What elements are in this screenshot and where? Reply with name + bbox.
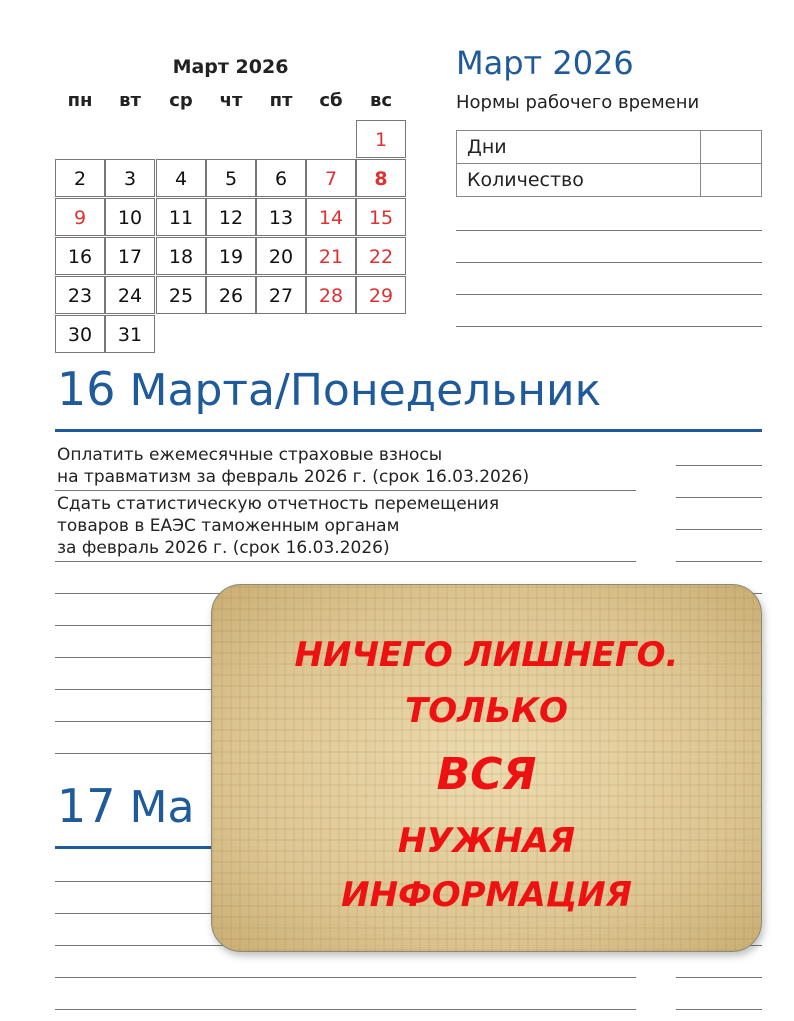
norms-label-count: Количество bbox=[457, 164, 701, 197]
task-item bbox=[57, 444, 529, 488]
calendar-day[interactable]: 13 bbox=[256, 198, 306, 236]
promo-line-4: НУЖНАЯ bbox=[397, 821, 576, 861]
writing-line bbox=[456, 262, 762, 263]
writing-line bbox=[55, 977, 636, 978]
calendar-day[interactable]: 25 bbox=[156, 276, 206, 314]
writing-line bbox=[456, 230, 762, 231]
calendar-day[interactable]: 11 bbox=[156, 198, 206, 236]
calendar-day[interactable]: 10 bbox=[105, 198, 155, 236]
task-separator bbox=[55, 490, 636, 491]
calendar-day[interactable]: 30 bbox=[55, 315, 105, 353]
note-line bbox=[676, 497, 762, 498]
weekday-label: пт bbox=[269, 90, 293, 111]
calendar-day[interactable]: 15 bbox=[356, 198, 406, 236]
calendar-day[interactable]: 5 bbox=[206, 159, 256, 197]
norms-subtitle: Нормы рабочего времени bbox=[456, 92, 700, 113]
calendar-title: Март 2026 bbox=[172, 56, 289, 78]
weekday-label: ср bbox=[169, 90, 193, 111]
task-line: товаров в ЕАЭС таможенным органам bbox=[57, 516, 400, 536]
calendar-day[interactable]: 19 bbox=[206, 237, 256, 275]
calendar-day[interactable]: 27 bbox=[256, 276, 306, 314]
calendar-day[interactable]: 7 bbox=[306, 159, 356, 197]
writing-line bbox=[456, 326, 762, 327]
weekday-label: пн bbox=[67, 90, 93, 111]
note-line bbox=[676, 561, 762, 562]
calendar-day[interactable]: 24 bbox=[105, 276, 155, 314]
calendar-day[interactable]: 3 bbox=[105, 159, 155, 197]
calendar-day[interactable]: 8 bbox=[356, 159, 406, 197]
promo-card bbox=[211, 584, 762, 952]
note-line bbox=[676, 529, 762, 530]
calendar-day[interactable]: 6 bbox=[256, 159, 306, 197]
day-number: 16 bbox=[57, 362, 116, 416]
calendar-day[interactable]: 18 bbox=[156, 237, 206, 275]
calendar-day[interactable]: 22 bbox=[356, 237, 406, 275]
weekday-label: вт bbox=[119, 90, 141, 111]
calendar-day[interactable]: 29 bbox=[356, 276, 406, 314]
task-line: Оплатить ежемесячные страховые взносы bbox=[57, 445, 443, 465]
calendar-day[interactable]: 28 bbox=[306, 276, 356, 314]
calendar-day[interactable]: 4 bbox=[156, 159, 206, 197]
day-number: 17 bbox=[57, 779, 116, 833]
task-item bbox=[57, 493, 499, 559]
promo-line-5: ИНФОРМАЦИЯ bbox=[341, 875, 632, 915]
weekday-label: чт bbox=[219, 90, 243, 111]
norms-row-count bbox=[457, 164, 762, 197]
note-line bbox=[676, 977, 762, 978]
task-line: Сдать статистическую отчетность перемещения bbox=[57, 494, 500, 514]
norms-table bbox=[456, 130, 762, 197]
writing-line bbox=[456, 294, 762, 295]
calendar-day[interactable]: 26 bbox=[206, 276, 256, 314]
task-line: за февраль 2026 г. (срок 16.03.2026) bbox=[57, 538, 390, 558]
promo-line-3: ВСЯ bbox=[436, 749, 537, 800]
calendar-day[interactable]: 9 bbox=[55, 198, 105, 236]
month-title: Март 2026 bbox=[456, 44, 634, 82]
note-line bbox=[676, 1009, 762, 1010]
promo-line-1: НИЧЕГО ЛИШНЕГО. bbox=[294, 635, 679, 675]
weekday-label: сб bbox=[319, 90, 343, 111]
day-title: Марта/Понедельник bbox=[129, 365, 602, 416]
norms-value-days[interactable] bbox=[701, 131, 762, 164]
calendar-day[interactable]: 14 bbox=[306, 198, 356, 236]
calendar-day[interactable]: 23 bbox=[55, 276, 105, 314]
day-heading-16 bbox=[57, 362, 601, 416]
weekday-label: вс bbox=[369, 90, 393, 111]
day-divider bbox=[55, 429, 762, 432]
calendar-day[interactable]: 21 bbox=[306, 237, 356, 275]
writing-line bbox=[55, 1009, 636, 1010]
task-line: на травматизм за февраль 2026 г. (срок 16.03.2026) bbox=[57, 467, 530, 487]
calendar-day[interactable]: 2 bbox=[55, 159, 105, 197]
calendar-day[interactable]: 12 bbox=[206, 198, 256, 236]
norms-value-count[interactable] bbox=[701, 164, 762, 197]
day-title: Ма bbox=[129, 782, 195, 833]
calendar-day[interactable]: 31 bbox=[105, 315, 155, 353]
promo-line-2: ТОЛЬКО bbox=[405, 691, 568, 731]
day-heading-17 bbox=[57, 779, 194, 833]
norms-row-days bbox=[457, 131, 762, 164]
note-line bbox=[676, 465, 762, 466]
norms-label-days: Дни bbox=[457, 131, 701, 164]
calendar-day[interactable]: 16 bbox=[55, 237, 105, 275]
calendar-day[interactable]: 17 bbox=[105, 237, 155, 275]
calendar-day[interactable]: 20 bbox=[256, 237, 306, 275]
task-separator bbox=[55, 561, 636, 562]
calendar-day[interactable]: 1 bbox=[356, 120, 406, 158]
